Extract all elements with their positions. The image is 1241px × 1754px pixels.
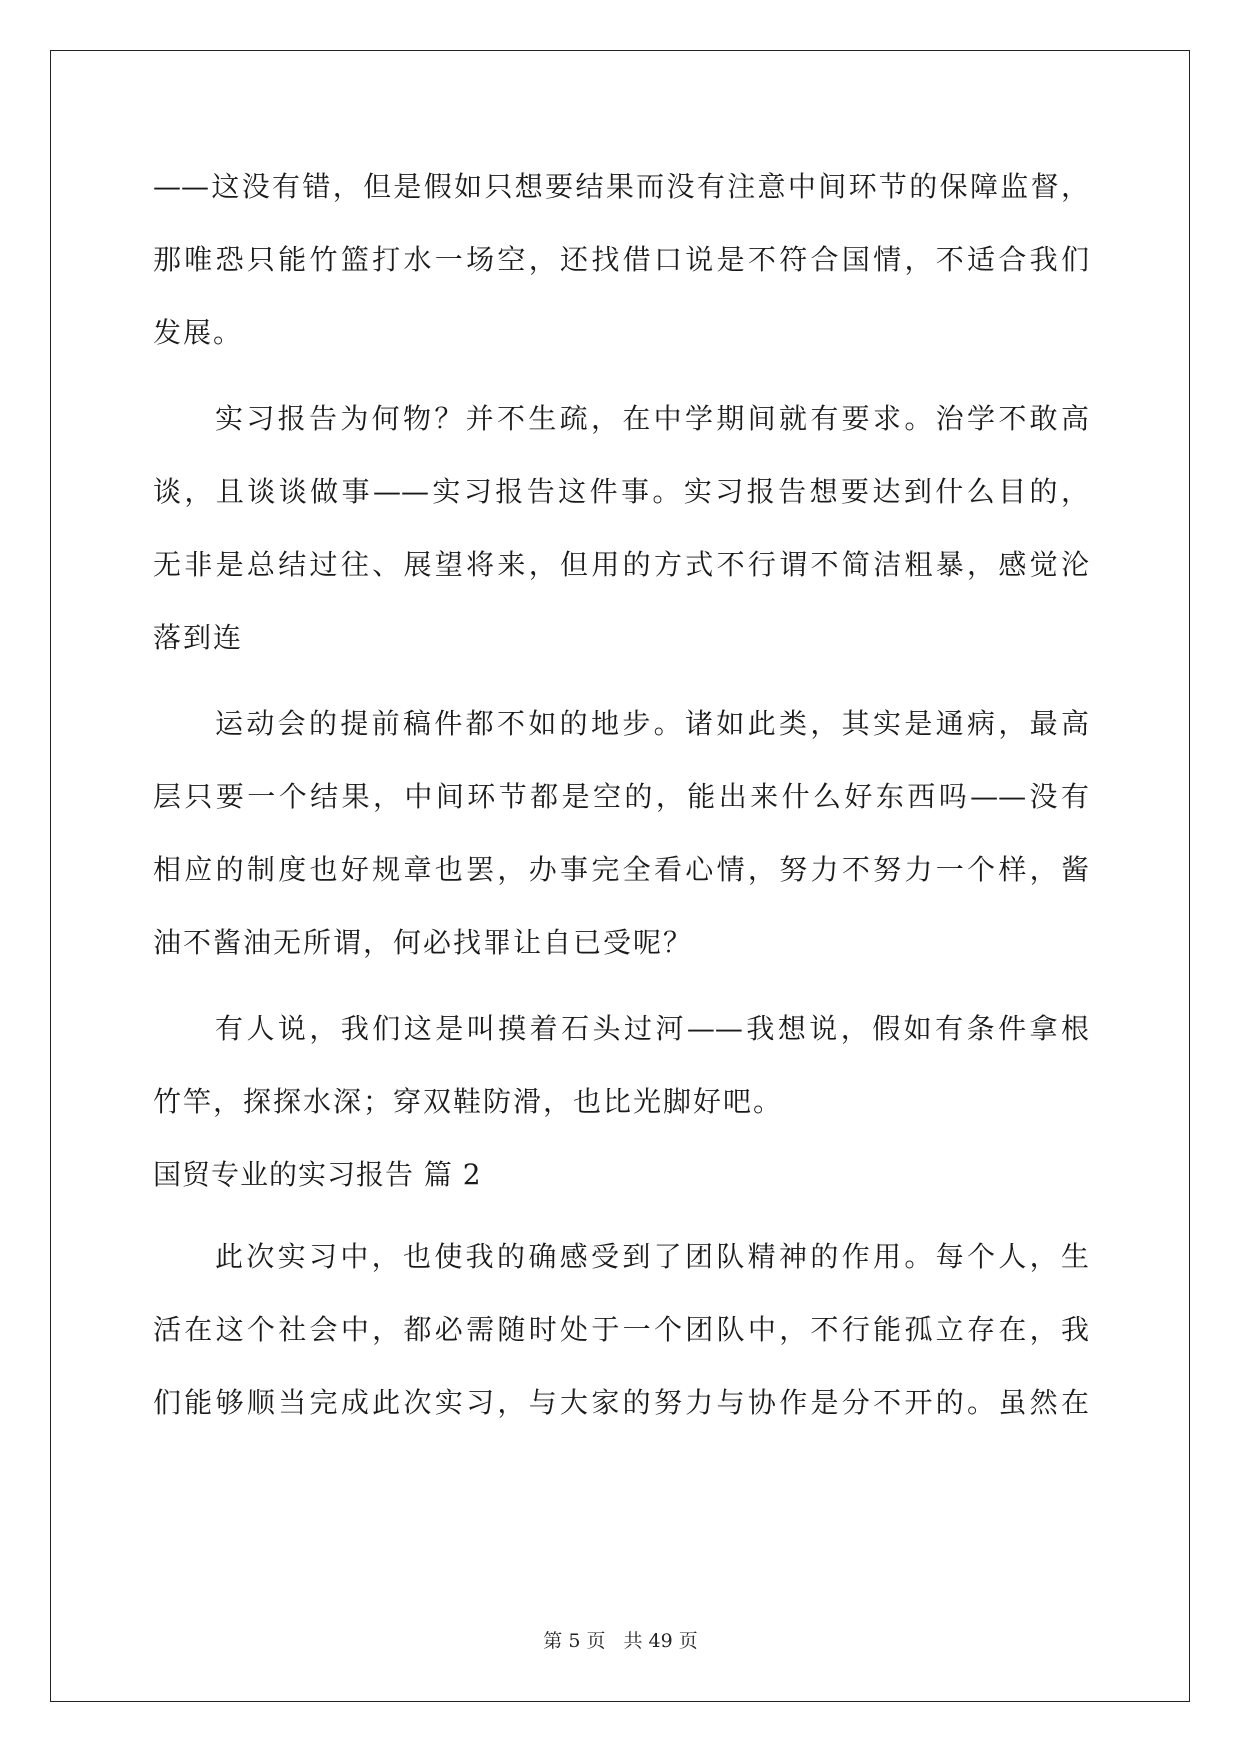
body-line-11: 油不酱油无所谓，何必找罪让自已受呢？ [153, 926, 694, 959]
body-line-13: 竹竿，探探水深；穿双鞋防滑，也比光脚好吧。 [153, 1085, 784, 1118]
body-line-5: 谈，且谈谈做事——实习报告这件事。实习报告想要达到什么目的， [153, 475, 1089, 508]
section-heading: 国贸专业的实习报告 篇 2 [153, 1158, 482, 1191]
page-number: 第 5 页 [543, 1630, 606, 1652]
body-line-14: 此次实习中，也使我的确感受到了团队精神的作用。每个人，生 [215, 1240, 1089, 1273]
body-line-9: 层只要一个结果，中间环节都是空的，能出来什么好东西吗——没有 [153, 780, 1089, 813]
body-line-1: ——这没有错，但是假如只想要结果而没有注意中间环节的保障监督， [153, 170, 1089, 203]
body-line-2: 那唯恐只能竹篮打水一场空，还找借口说是不符合国情，不适合我们 [153, 243, 1089, 276]
body-line-10: 相应的制度也好规章也罢，办事完全看心情，努力不努力一个样，酱 [153, 853, 1089, 886]
page-total: 共 49 页 [623, 1630, 698, 1652]
body-line-8: 运动会的提前稿件都不如的地步。诸如此类，其实是通病，最高 [215, 707, 1089, 740]
page-footer [0, 1629, 1241, 1653]
body-line-6: 无非是总结过往、展望将来，但用的方式不行谓不简洁粗暴，感觉沦 [153, 548, 1089, 581]
body-line-3: 发展。 [153, 316, 244, 349]
body-line-12: 有人说，我们这是叫摸着石头过河——我想说，假如有条件拿根 [215, 1012, 1089, 1045]
body-line-4: 实习报告为何物？并不生疏，在中学期间就有要求。治学不敢高 [215, 402, 1089, 435]
body-line-15: 活在这个社会中，都必需随时处于一个团队中，不行能孤立存在，我 [153, 1313, 1089, 1346]
body-line-7: 落到连 [153, 621, 244, 654]
body-line-16: 们能够顺当完成此次实习，与大家的努力与协作是分不开的。虽然在 [153, 1386, 1089, 1419]
